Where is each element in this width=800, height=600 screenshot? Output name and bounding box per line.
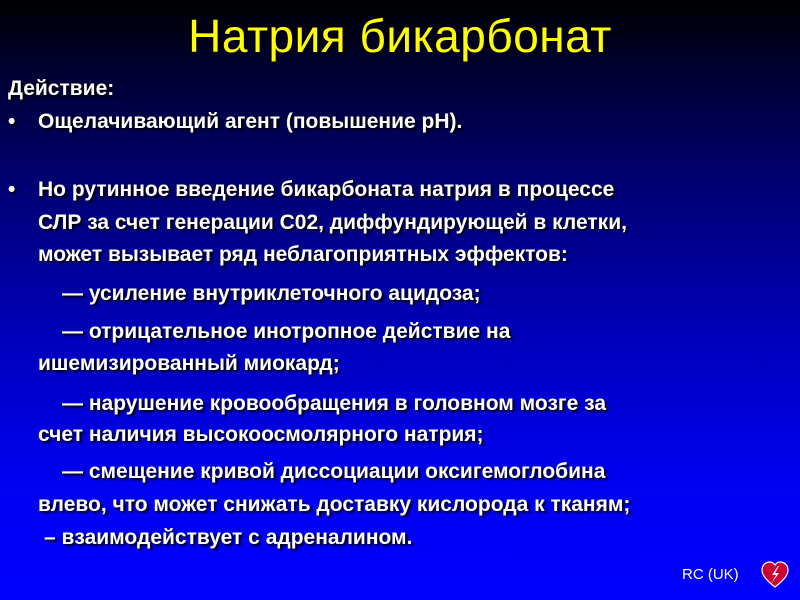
effect-line: — смещение кривой диссоциации оксигемоглобина bbox=[62, 460, 606, 483]
effect-line: ишемизированный миокард; bbox=[38, 352, 340, 375]
effect-line: влево, что может снижать доставку кислорода к тканям; bbox=[38, 493, 631, 516]
bullet-marker: • bbox=[8, 178, 16, 201]
bullet-text: Ощелачивающий агент (повышение pH). bbox=[38, 110, 463, 133]
section-label: Действие: bbox=[8, 77, 115, 100]
heart-lightning-icon bbox=[760, 560, 790, 590]
effect-line: — усиление внутриклеточного ацидоза; bbox=[62, 282, 481, 305]
effect-line: — отрицательное инотропное действие на bbox=[62, 320, 511, 343]
bullet-text-line: СЛР за счет генерации С02, диффундирующей в клетки, bbox=[38, 211, 627, 234]
effect-line: счет наличия высокоосмолярного натрия; bbox=[38, 423, 484, 446]
bullet-marker: • bbox=[8, 110, 16, 133]
bullet-text-line: может вызывает ряд неблагоприятных эффектов: bbox=[38, 243, 568, 266]
effect-line: — нарушение кровообращения в головном мозге за bbox=[62, 392, 607, 415]
slide-title: Натрия бикарбонат bbox=[188, 10, 612, 62]
bullet-text-line: Но рутинное введение бикарбоната натрия в процессе bbox=[38, 178, 615, 201]
effect-line: – взаимодействует с адреналином. bbox=[44, 526, 413, 549]
footer-label: RC (UK) bbox=[682, 566, 739, 583]
